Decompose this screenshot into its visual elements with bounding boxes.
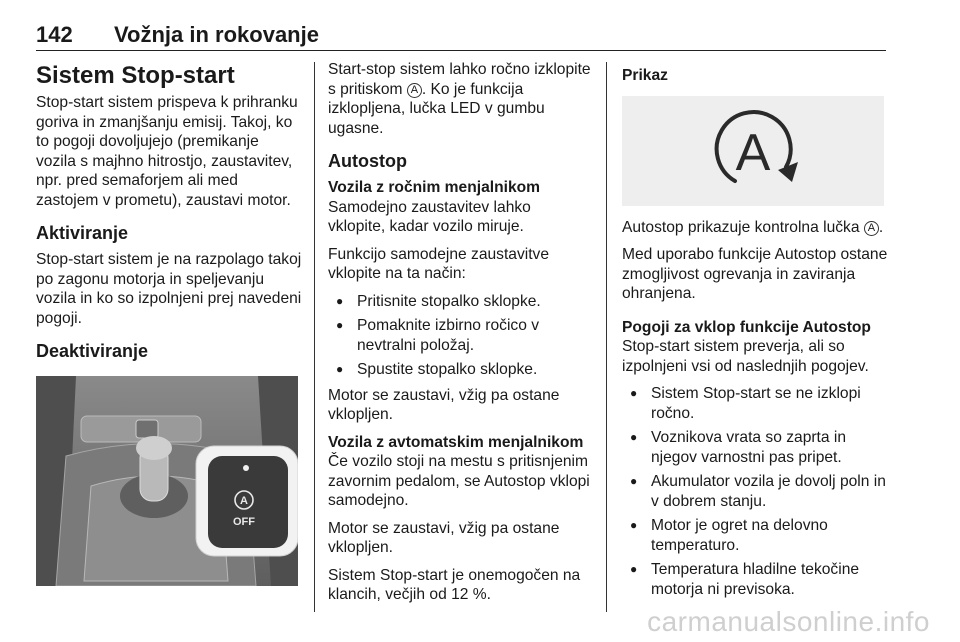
page-number: 142 [36,22,73,47]
conditions-list [622,384,890,599]
engine-stop-paragraph: Motor se zaustavi, vžig pa ostane vklopljen. [328,386,560,423]
page-header [36,22,886,51]
console-illustration [36,376,298,586]
manual-deactivation-paragraph: Start-stop sistem lahko ročno izklopite s pritiskom A . Ko je funkcija izklopljena, lučka LED v gumbu ugasne. [328,61,591,137]
activation-steps [328,292,592,380]
conditions-heading: Pogoji za vklop funkcije Autostop [622,318,871,336]
stop-start-off-icon: A [407,83,422,98]
list-item: ● Voznikova vrata so zaprta in njegov varnostni pas pripet. [622,428,890,467]
autostop-telltale-icon [622,96,884,206]
engine-stop-paragraph-2: Motor se zaustavi, vžig pa ostane vklopljen. [328,519,560,556]
list-item: ● Pritisnite stopalko sklopke. [328,292,592,312]
stop-start-button-photo [36,376,298,586]
list-item: ● Akumulator vozila je dovolj poln in v dobrem stanju. [622,472,890,511]
chapter-title: Vožnja in rokovanje [114,22,319,47]
section-title: Sistem Stop-start [36,62,235,89]
manual-gearbox-heading: Vozila z ročnim menjalnikom [328,179,541,196]
column-1 [36,60,302,368]
auto-gearbox-heading: Vozila z avtomatskim menjalnikom [328,433,584,451]
list-item: ● Spustite stopalko sklopke. [328,360,592,380]
conditions-intro: Stop-start sistem preverja, ali so izpolnjeni vsi od naslednjih pogojev. [622,338,869,375]
autostop-icon: A [864,221,879,236]
off-label: OFF [233,516,255,528]
telltale-letter: A [735,123,771,182]
button-a-symbol: A [240,495,248,507]
column-divider [314,62,315,612]
activation-heading: Aktiviranje [36,223,129,243]
deactivation-heading: Deaktiviranje [36,341,149,361]
column-3 [622,60,890,605]
autostop-telltale-illustration [622,96,884,206]
list-item: ● Sistem Stop-start se ne izklopi ročno. [622,384,890,423]
column-2 [328,60,592,613]
autostop-heading: Autostop [328,151,407,171]
comfort-paragraph: Med uporabo funkcije Autostop ostane zmogljivost ogrevanja in zaviranja ohranjena. [622,246,888,302]
manual-gearbox-paragraph: Samodejno zaustavitev lahko vklopite, kadar vozilo miruje. [328,198,531,235]
intro-paragraph: Stop-start sistem prispeva k prihranku goriva in zmanjšanju emisij. Takoj, ko to pogoji dovoljujejo (premikanje vozila s majhno hitrostjo, zaustavitev, npr. pred semaforjem ali med zastojem v prometu), zaustavi motor. [36,94,298,209]
slope-paragraph: Sistem Stop-start je onemogočen na klancih, večjih od 12 %. [328,566,581,603]
display-heading: Prikaz [622,67,668,84]
list-item: ● Pomaknite izbirno ročico v nevtralni položaj. [328,316,592,355]
list-item: ● Temperatura hladilne tekočine motorja ni previsoka. [622,560,890,599]
activation-paragraph: Stop-start sistem je na razpolago takoj po zagonu motorja in speljevanju vozila in ko so izpolnjeni prej navedeni pogoji. [36,251,302,327]
list-item: ● Motor je ogret na delovno temperaturo. [622,516,890,555]
watermark: carmanualsonline.info [647,606,930,637]
auto-gearbox-paragraph: Če vozilo stoji na mestu s pritisnjenim zavornim pedalom, se Autostop vklopi samodejno. [328,453,590,509]
activation-intro: Funkcijo samodejne zaustavitve vklopite na ta način: [328,245,550,282]
column-divider [606,62,607,612]
display-paragraph: Autostop prikazuje kontrolna lučka A . [622,218,884,236]
